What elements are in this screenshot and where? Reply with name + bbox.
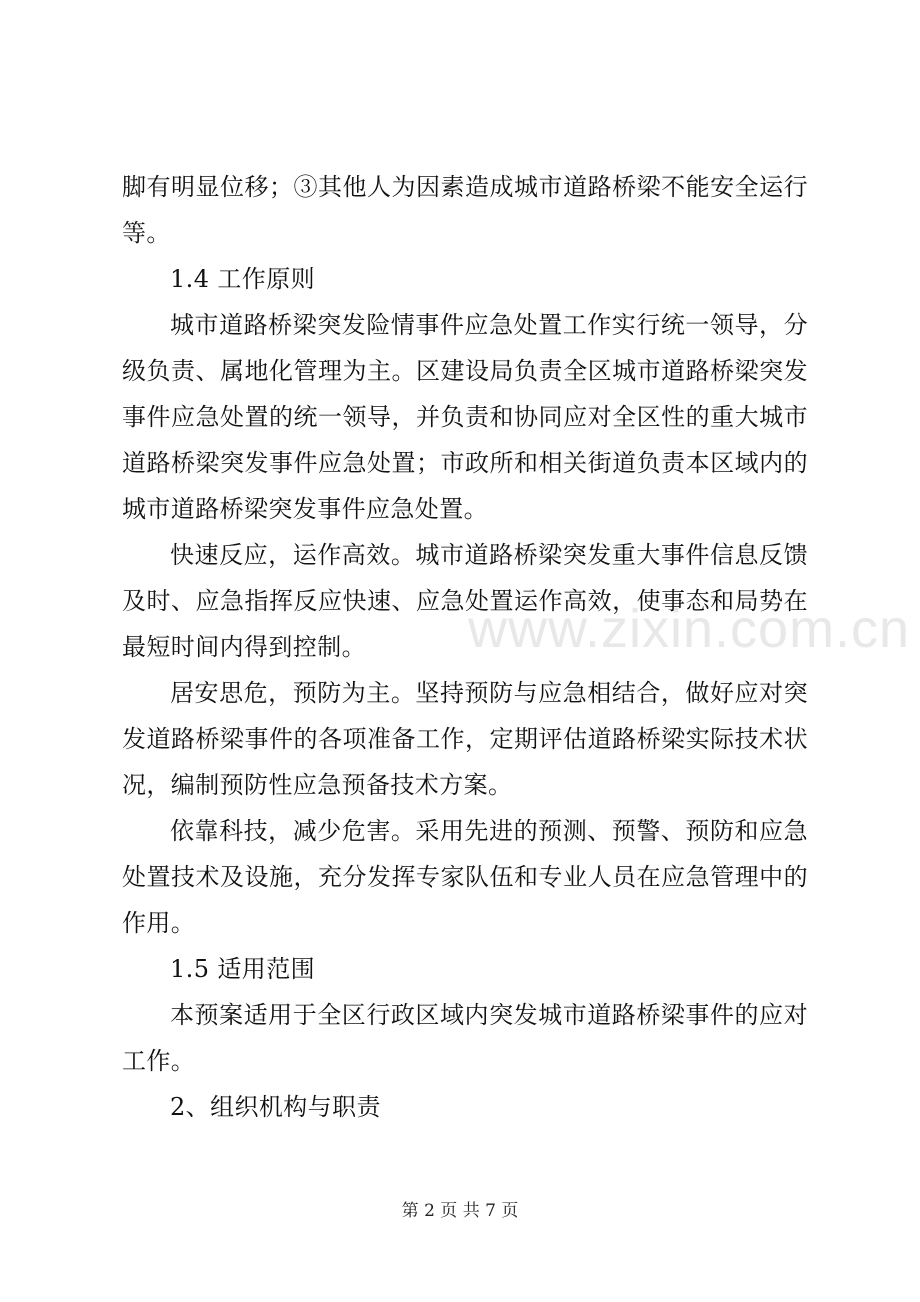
watermark: www.zixin.com.cn	[468, 599, 911, 659]
paragraph-principle-prevention: 居安思危，预防为主。坚持预防与应急相结合，做好应对突发道路桥梁事件的各项准备工作，定期评估道路桥梁实际技术状况，编制预防性应急预备技术方案。	[122, 679, 808, 799]
paragraph-continuation: 脚有明显位移；③其他人为因素造成城市道路桥梁不能安全运行等。	[122, 173, 808, 247]
section-heading-1-4: 1.4 工作原则	[170, 265, 315, 293]
document-body	[122, 164, 808, 1130]
section-heading-1-5: 1.5 适用范围	[170, 955, 315, 983]
paragraph-scope: 本预案适用于全区行政区域内突发城市道路桥梁事件的应对工作。	[122, 1001, 808, 1075]
paragraph-principle-technology: 依靠科技，减少危害。采用先进的预测、预警、预防和应急处置技术及设施，充分发挥专家队伍和专业人员在应急管理中的作用。	[122, 817, 808, 937]
page-footer: 第 2 页 共 7 页	[401, 1201, 519, 1221]
paragraph-principle-unified-leadership: 城市道路桥梁突发险情事件应急处置工作实行统一领导，分级负责、属地化管理为主。区建设局负责全区城市道路桥梁突发事件应急处置的统一领导，并负责和协同应对全区性的重大城市道路桥梁突发事件应急处置；市政所和相关街道负责本区域内的城市道路桥梁突发事件应急处置。	[122, 311, 808, 523]
paragraph-principle-rapid-response: 快速反应，运作高效。城市道路桥梁突发重大事件信息反馈及时、应急指挥反应快速、应急处置运作高效，使事态和局势在最短时间内得到控制。	[122, 541, 808, 661]
section-heading-2: 2、组织机构与职责	[170, 1093, 381, 1121]
